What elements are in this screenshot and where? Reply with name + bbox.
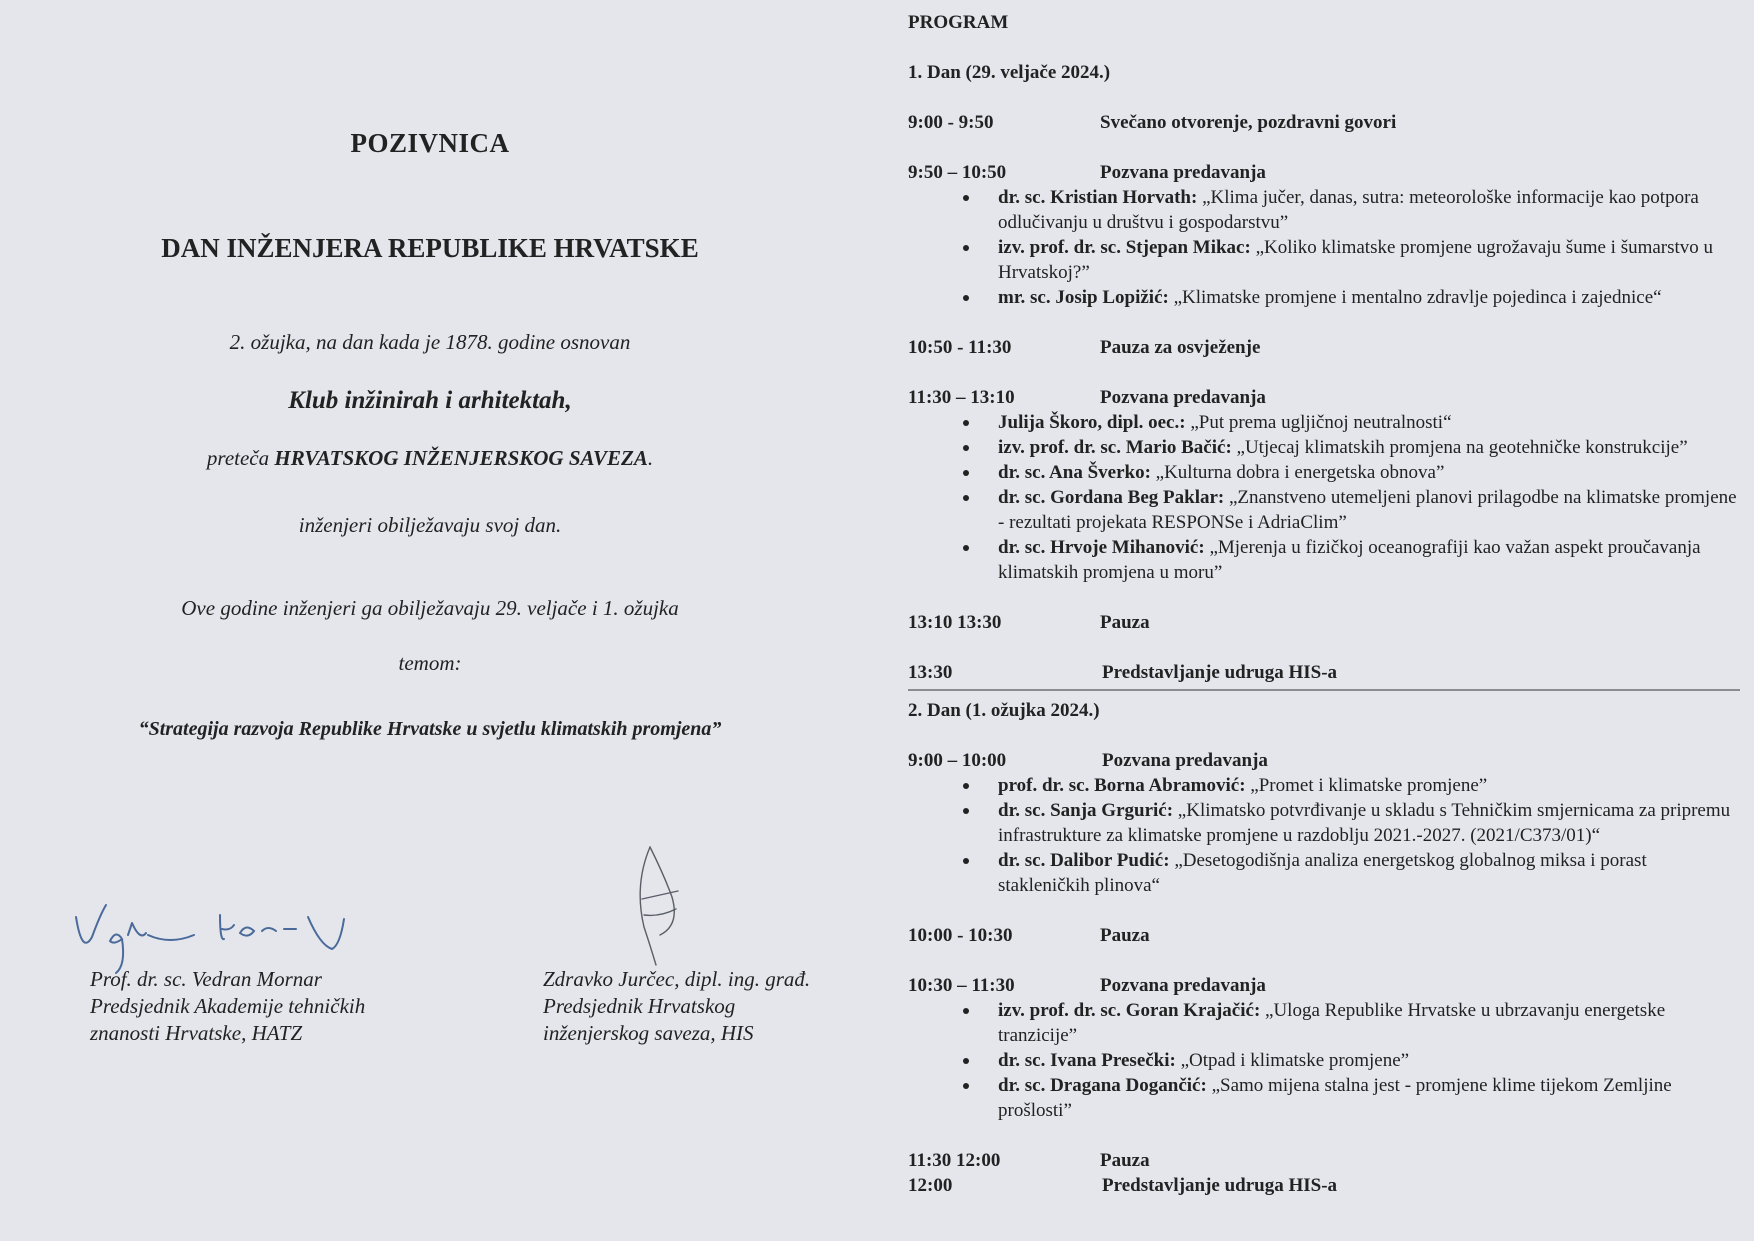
signer-role: inženjerskog saveza, HIS — [543, 1021, 754, 1045]
event-theme: “Strategija razvoja Republike Hrvatske u svjetlu klimatskih promjena” — [138, 718, 722, 740]
session-time: 12:00 — [908, 1175, 953, 1196]
session-row — [908, 1173, 1740, 1198]
session-row — [908, 923, 1740, 948]
event-title: DAN INŽENJERA REPUBLIKE HRVATSKE — [161, 233, 699, 263]
list-item — [908, 1073, 1740, 1123]
session-time: 9:50 – 10:50 — [908, 162, 1007, 183]
program-page — [908, 10, 1740, 1198]
signer-jurcec — [543, 966, 810, 1047]
session-title: Predstavljanje udruga HIS-a — [1102, 1175, 1338, 1196]
session-row — [908, 335, 1740, 360]
list-item — [908, 998, 1740, 1048]
program-heading: PROGRAM — [908, 12, 1009, 33]
session-title: Pauza — [1100, 1150, 1150, 1171]
list-item — [908, 185, 1740, 235]
speaker: dr. sc. Dalibor Pudić: — [998, 850, 1170, 871]
list-item — [908, 410, 1740, 435]
speaker: prof. dr. sc. Borna Abramović: — [998, 775, 1246, 796]
association-name: HRVATSKOG INŽENJERSKOG SAVEZA — [274, 446, 648, 470]
signer-role: Predsjednik Hrvatskog — [543, 994, 736, 1018]
session-row — [908, 660, 1740, 685]
session-title: Pauza za osvježenje — [1100, 337, 1261, 358]
session-row — [908, 110, 1740, 135]
speaker: dr. sc. Sanja Grgurić: — [998, 800, 1174, 821]
speaker: izv. prof. dr. sc. Stjepan Mikac: — [998, 237, 1251, 258]
intro-line: 2. ožujka, na dan kada je 1878. godine osnovan — [229, 330, 631, 354]
list-item — [908, 1048, 1740, 1073]
invitation-page — [0, 0, 860, 1241]
speaker: izv. prof. dr. sc. Mario Bačić: — [998, 437, 1232, 458]
invitation-title: POZIVNICA — [350, 128, 510, 158]
club-name: Klub inžinirah i arhitektah, — [288, 387, 572, 414]
talk-title: „Samo mijena stalna jest - promjene klime tijekom Zemljine prošlosti” — [998, 1075, 1672, 1121]
talk-title: „Desetogodišnja analiza energetskog globalnog miksa i porast stakleničkih plinova“ — [998, 850, 1647, 896]
session-title: Pozvana predavanja — [1100, 975, 1266, 996]
dates-line: Ove godine inženjeri ga obilježavaju 29. veljače i 1. ožujka — [181, 596, 679, 620]
theme-label: temom: — [398, 651, 462, 675]
speaker: dr. sc. Ivana Presečki: — [998, 1050, 1176, 1071]
talk-title: „Put prema ugljičnoj neutralnosti“ — [1185, 412, 1452, 433]
speaker: dr. sc. Kristian Horvath: — [998, 187, 1198, 208]
list-item — [908, 235, 1740, 285]
session-title: Predstavljanje udruga HIS-a — [1102, 662, 1338, 683]
session-row — [908, 385, 1740, 410]
speaker: izv. prof. dr. sc. Goran Krajačić: — [998, 1000, 1261, 1021]
talk-list — [908, 998, 1740, 1123]
session-title: Pauza — [1100, 925, 1150, 946]
list-item — [908, 460, 1740, 485]
talk-title: „Promet i klimatske promjene” — [1245, 775, 1488, 796]
session-time: 11:30 12:00 — [908, 1150, 1001, 1171]
speaker: dr. sc. Gordana Beg Paklar: — [998, 487, 1225, 508]
celebration-line: inženjeri obilježavaju svoj dan. — [298, 513, 562, 537]
list-item — [908, 848, 1740, 898]
signer-name: Prof. dr. sc. Vedran Mornar — [90, 967, 322, 991]
session-time: 13:30 — [908, 662, 953, 683]
session-time: 9:00 – 10:00 — [908, 750, 1007, 771]
speaker: dr. sc. Dragana Dogančić: — [998, 1075, 1207, 1096]
session-row — [908, 1148, 1740, 1173]
list-item — [908, 485, 1740, 535]
session-time: 10:00 - 10:30 — [908, 925, 1013, 946]
talk-title: „Klima jučer, danas, sutra: meteorološke informacije kao potpora odlučivanju u društvu i gospodarstvu” — [998, 187, 1699, 233]
signature-jurcec — [620, 845, 700, 970]
session-time: 10:30 – 11:30 — [908, 975, 1015, 996]
session-time: 9:00 - 9:50 — [908, 112, 994, 133]
session-title: Pozvana predavanja — [1102, 750, 1268, 771]
list-item — [908, 798, 1740, 848]
talk-list — [908, 185, 1740, 310]
session-title: Pauza — [1100, 612, 1150, 633]
speaker: dr. sc. Ana Šverko: — [998, 462, 1151, 483]
session-row — [908, 610, 1740, 635]
talk-title: „Mjerenja u fizičkoj oceanografiji kao važan aspekt proučavanja klimatskih promjena u moru” — [998, 537, 1701, 583]
day-divider — [908, 689, 1740, 691]
session-row — [908, 973, 1740, 998]
session-row — [908, 160, 1740, 185]
session-time: 11:30 – 13:10 — [908, 387, 1015, 408]
talk-title: „Koliko klimatske promjene ugrožavaju šume i šumarstvo u Hrvatskoj?” — [998, 237, 1714, 283]
talk-title: „Utjecaj klimatskih promjena na geotehničke konstrukcije” — [1231, 437, 1688, 458]
day1-heading: 1. Dan (29. veljače 2024.) — [908, 62, 1111, 83]
talk-list — [908, 410, 1740, 585]
session-title: Svečano otvorenje, pozdravni govori — [1100, 112, 1397, 133]
session-title: Pozvana predavanja — [1100, 162, 1266, 183]
list-item — [908, 435, 1740, 460]
session-row — [908, 748, 1740, 773]
signer-name: Zdravko Jurčec, dipl. ing. građ. — [543, 967, 811, 991]
talk-title: „Klimatske promjene i mentalno zdravlje pojedinca i zajednice“ — [1168, 287, 1662, 308]
speaker: mr. sc. Josip Lopižić: — [998, 287, 1169, 308]
session-title: Pozvana predavanja — [1100, 387, 1266, 408]
signer-role: znanosti Hrvatske, HATZ — [90, 1021, 303, 1045]
predecessor-line: preteča HRVATSKOG INŽENJERSKOG SAVEZA. — [206, 446, 654, 470]
list-item — [908, 285, 1740, 310]
list-item — [908, 535, 1740, 585]
speaker: Julija Škoro, dipl. oec.: — [998, 412, 1186, 433]
signer-role: Predsjednik Akademije tehničkih — [90, 994, 366, 1018]
list-item — [908, 773, 1740, 798]
talk-title: „Znanstveno utemeljeni planovi prilagodbe na klimatske promjene - rezultati projekata RESPONSe i AdriaClim” — [998, 487, 1737, 533]
speaker: dr. sc. Hrvoje Mihanović: — [998, 537, 1205, 558]
session-time: 13:10 13:30 — [908, 612, 1002, 633]
talk-title: „Otpad i klimatske promjene” — [1175, 1050, 1410, 1071]
talk-title: „Uloga Republike Hrvatske u ubrzavanju energetske tranzicije” — [998, 1000, 1666, 1046]
session-time: 10:50 - 11:30 — [908, 337, 1012, 358]
talk-title: „Klimatsko potvrđivanje u skladu s Tehničkim smjernicama za pripremu infrastrukture za klimatske promjene u razdoblju 2021.-2027. (2021/C373/01)“ — [998, 800, 1731, 846]
talk-list — [908, 773, 1740, 898]
talk-title: „Kulturna dobra i energetska obnova” — [1150, 462, 1445, 483]
signer-mornar — [90, 966, 365, 1047]
day2-heading: 2. Dan (1. ožujka 2024.) — [908, 700, 1100, 721]
